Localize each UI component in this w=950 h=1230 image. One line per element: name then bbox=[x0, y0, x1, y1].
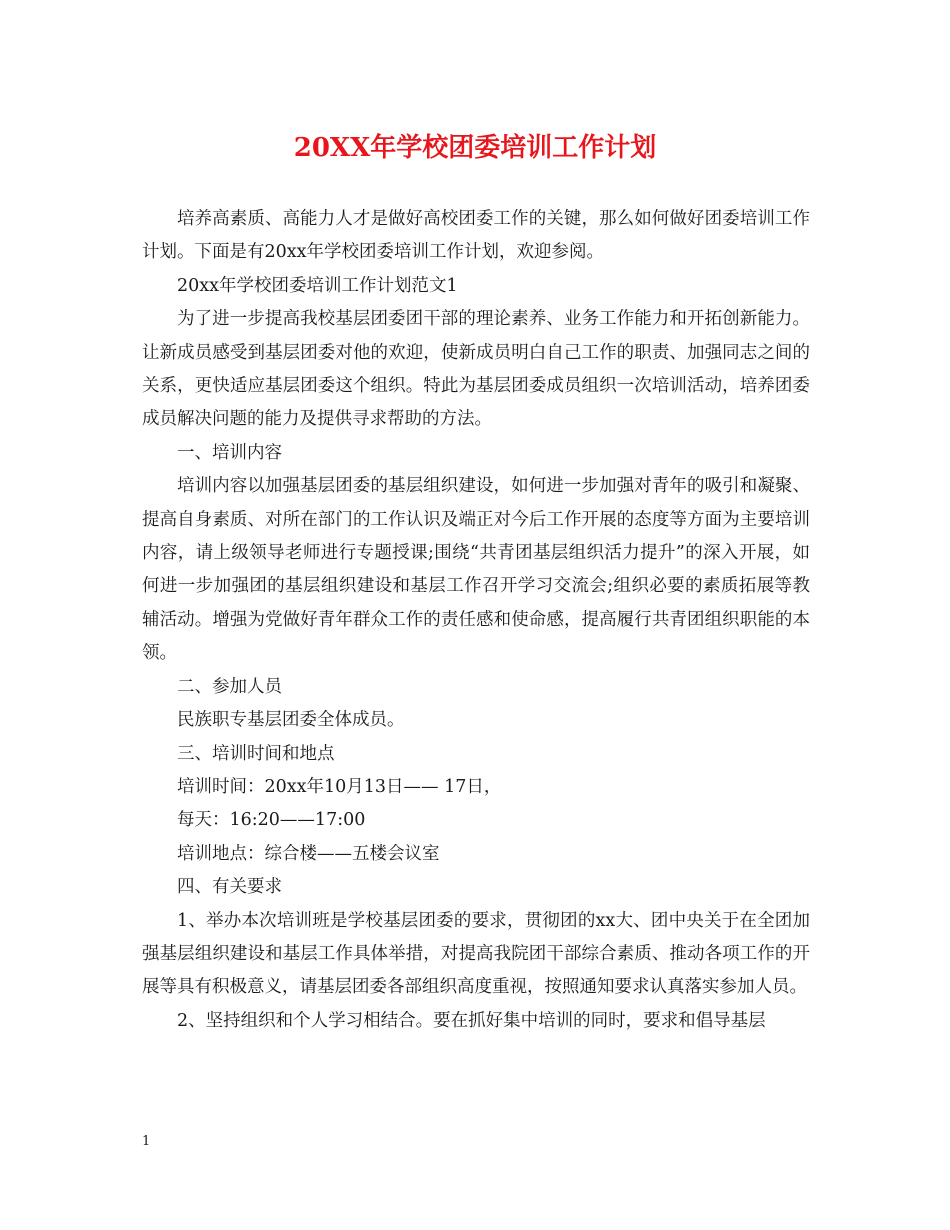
paragraph-purpose: 为了进一步提高我校基层团委团干部的理论素养、业务工作能力和开拓创新能力。让新成员感受到基层团委对他的欢迎，使新成员明白自己工作的职责、加强同志之间的关系，更快适应基层团委这个组织。特此为基层团委成员组织一次培训活动，培养团委成员解决问题的能力及提供寻求帮助的方法。 bbox=[142, 309, 810, 430]
section-heading-participants: 二、参加人员 bbox=[177, 676, 282, 697]
section-heading-training-content: 一、培训内容 bbox=[177, 442, 282, 463]
paragraph-daily-time: 每天：16:20——17:00 bbox=[177, 810, 366, 831]
document-title: 20XX年学校团委培训工作计划 bbox=[293, 133, 657, 163]
section-heading-requirements: 四、有关要求 bbox=[177, 877, 282, 898]
paragraph-training-time: 培训时间：20xx年10月13日—— 17日， bbox=[177, 776, 502, 797]
paragraph-participants: 民族职专基层团委全体成员。 bbox=[177, 710, 405, 731]
paragraph-training-place: 培训地点：综合楼——五楼会议室 bbox=[177, 843, 440, 864]
document-body bbox=[142, 203, 810, 1038]
paragraph-intro: 培养高素质、高能力人才是做好高校团委工作的关键，那么如何做好团委培训工作计划。下面是有20xx年学校团委培训工作计划，欢迎参阅。 bbox=[142, 209, 810, 263]
section-heading-time-place: 三、培训时间和地点 bbox=[177, 743, 335, 764]
paragraph-requirement-2: 2、坚持组织和个人学习相结合。要在抓好集中培训的同时，要求和倡导基层 bbox=[177, 1010, 766, 1031]
paragraph-requirement-1: 1、举办本次培训班是学校基层团委的要求，贯彻团的xx大、团中央关于在全团加强基层组织建设和基层工作具体举措，对提高我院团干部综合素质、推动各项工作的开展等具有积极意义，请基层团委各部组织高度重视，按照通知要求认真落实参加人员。 bbox=[142, 910, 810, 998]
paragraph-training-content: 培训内容以加强基层团委的基层组织建设，如何进一步加强对青年的吸引和凝聚、提高自身素质、对所在部门的工作认识及端正对今后工作开展的态度等方面为主要培训内容，请上级领导老师进行专题授课;围绕“共青团基层组织活力提升”的深入开展，如何进一步加强团的基层组织建设和基层工作召开学习交流会;组织必要的素质拓展等教辅活动。增强为党做好青年群众工作的责任感和使命感，提高履行共青团组织职能的本领。 bbox=[142, 476, 810, 664]
page-number: 1 bbox=[142, 1134, 151, 1149]
paragraph-sample-heading: 20xx年学校团委培训工作计划范文1 bbox=[177, 275, 458, 296]
